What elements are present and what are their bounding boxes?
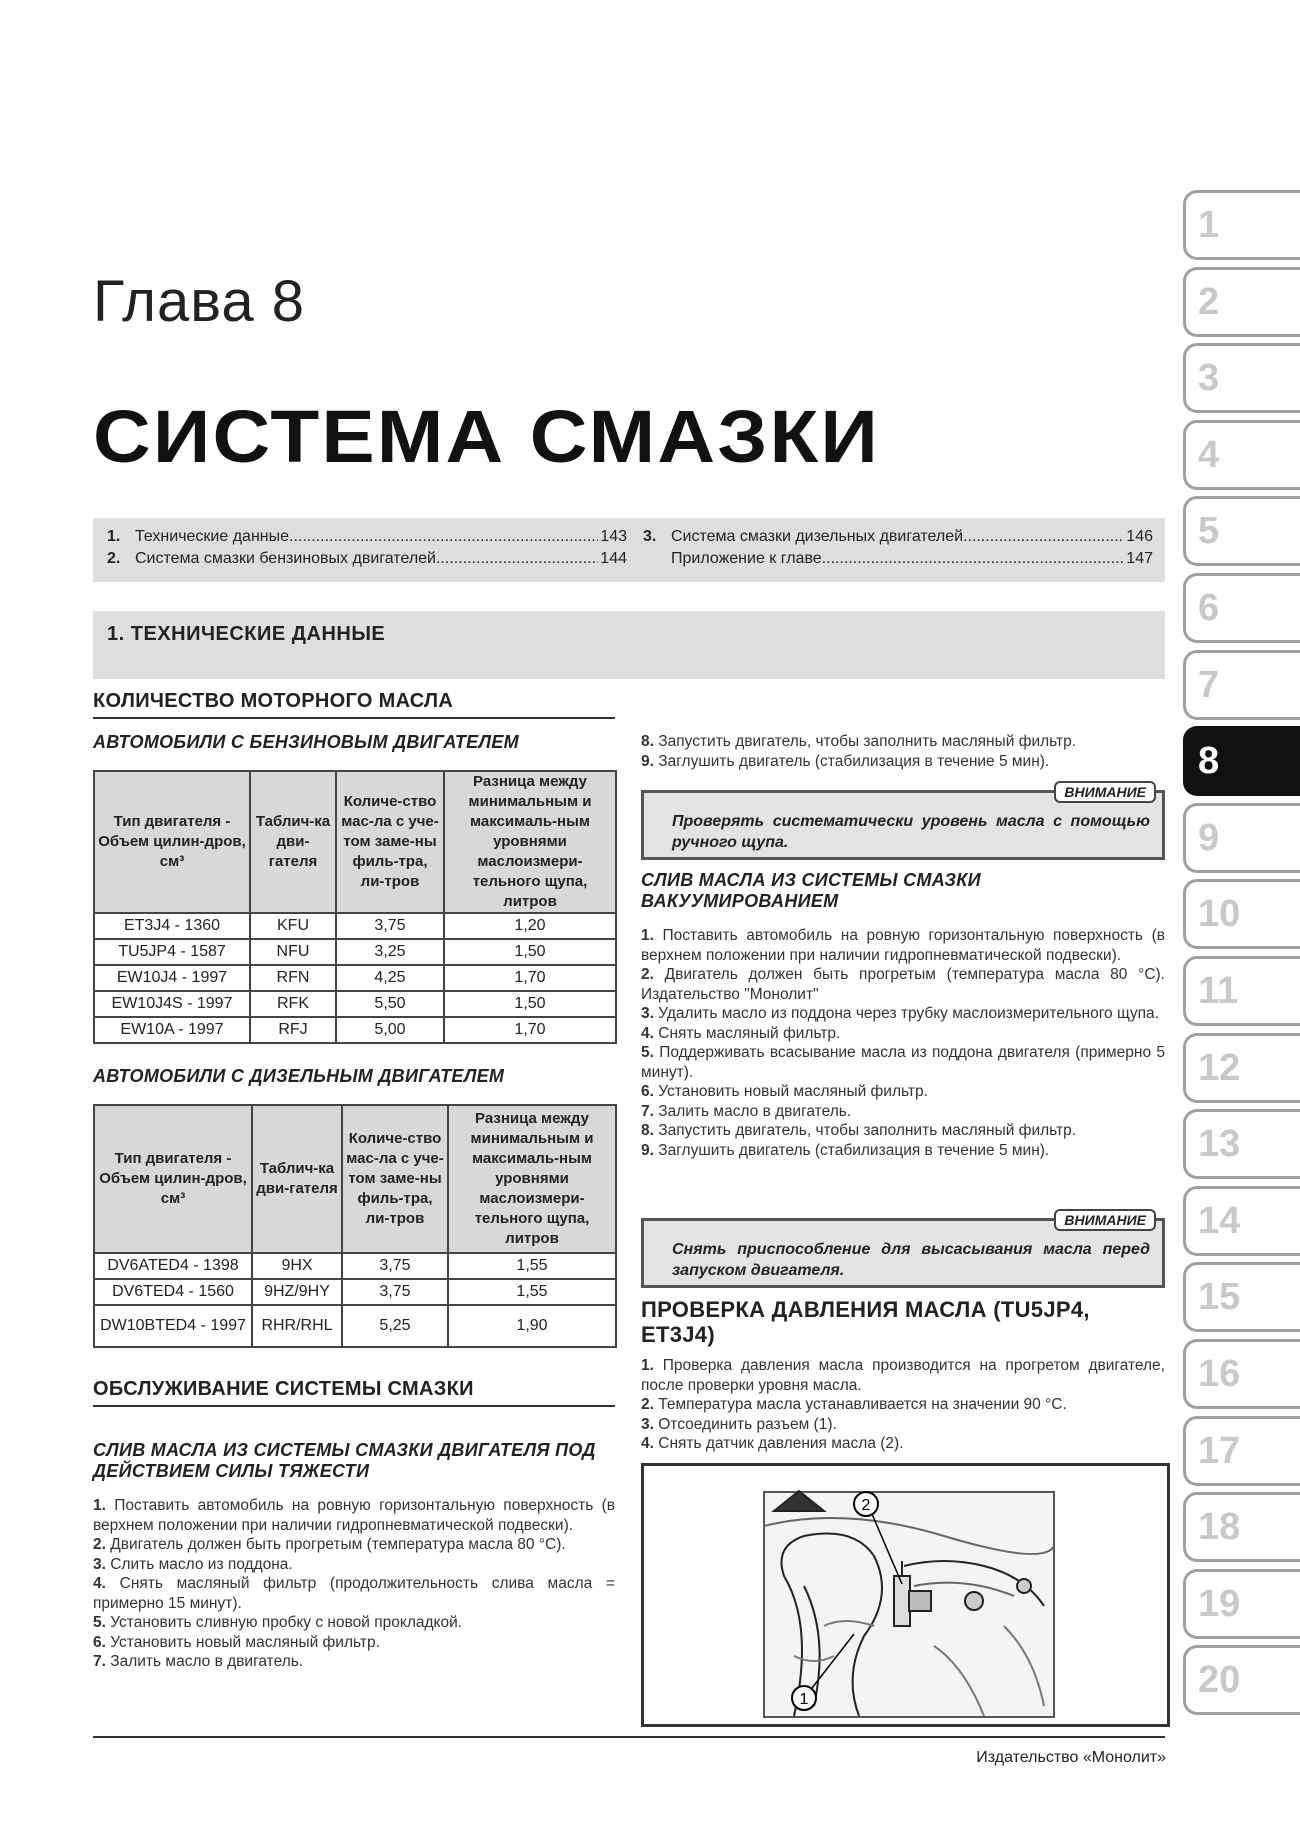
diesel-oil-table <box>93 1104 617 1348</box>
petrol-oil-table <box>93 770 617 1044</box>
cell: 5,00 <box>336 1017 444 1043</box>
chapter-tab-14[interactable]: 14 <box>1183 1186 1300 1256</box>
publisher: Издательство «Монолит» <box>976 1749 1166 1766</box>
cell: 1,70 <box>444 1017 616 1043</box>
callout-1 <box>792 1686 816 1710</box>
cell: 1,50 <box>444 939 616 965</box>
toc-item[interactable] <box>107 550 627 568</box>
list-item: 5. Установить сливную пробку с новой прокладкой. <box>93 1614 463 1631</box>
section-header <box>93 611 1165 679</box>
cell: 3,75 <box>342 1253 448 1279</box>
cell: DV6TED4 - 1560 <box>94 1279 252 1305</box>
table-row <box>94 991 616 1017</box>
list-item: 1. Поставить автомобиль на ровную горизонтальную поверхность (в верхнем положении при наличии гидропневматической подвески). <box>641 927 1165 964</box>
cell: 4,25 <box>336 965 444 991</box>
toc-item[interactable] <box>643 528 1153 546</box>
cell: NFU <box>250 939 336 965</box>
list-item: 4. Снять датчик давления масла (2). <box>641 1435 904 1452</box>
list-item: 6. Установить новый масляный фильтр. <box>641 1083 928 1100</box>
col-header: Таблич-ка дви-гателя <box>250 771 336 913</box>
list-item: 3. Удалить масло из поддона через трубку маслоизмерительного щупа. <box>641 1005 1159 1022</box>
petrol-heading: АВТОМОБИЛИ С БЕНЗИНОВЫМ ДВИГАТЕЛЕМ <box>93 732 519 752</box>
attention-box <box>641 784 1165 860</box>
cell: TU5JP4 - 1587 <box>94 939 250 965</box>
chapter-tab-2[interactable]: 2 <box>1183 267 1300 337</box>
toc-text: Технические данные <box>135 528 290 545</box>
attention-text: Проверять систематически уровень масла с помощью ручного щупа. <box>672 813 1150 851</box>
list-item: 7. Залить масло в двигатель. <box>641 1102 852 1120</box>
chapter-tab-11[interactable]: 11 <box>1183 956 1300 1026</box>
callout-label: 1 <box>799 1691 809 1708</box>
toc-item[interactable] <box>643 550 1153 568</box>
chapter-tab-1[interactable]: 1 <box>1183 190 1300 260</box>
gravity-drain-heading: СЛИВ МАСЛА ИЗ СИСТЕМЫ СМАЗКИ ДВИГАТЕЛЯ ПОД ДЕЙСТВИЕМ СИЛЫ ТЯЖЕСТИ <box>93 1440 596 1482</box>
toc-page: 147 <box>1126 550 1153 567</box>
cell: 9HX <box>252 1253 342 1279</box>
cell: 1,50 <box>444 991 616 1017</box>
list-item: 8. Запустить двигатель, чтобы заполнить масляный фильтр. <box>641 1122 1077 1139</box>
attention-label: ВНИМАНИЕ <box>1054 1209 1156 1231</box>
chapter-tab-10[interactable]: 10 <box>1183 879 1300 949</box>
chapter-tab-19[interactable]: 19 <box>1183 1569 1300 1639</box>
table-row <box>94 1253 616 1279</box>
cell: 1,55 <box>448 1253 616 1279</box>
list-item: 2. Двигатель должен быть прогретым (температура масла 80 °С). Издательство "Монолит" <box>641 966 1165 1003</box>
list-item: 3. Слить масло из поддона. <box>93 1555 293 1573</box>
chapter-tab-6[interactable]: 6 <box>1183 573 1300 643</box>
oil-quantity-heading: КОЛИЧЕСТВО МОТОРНОГО МАСЛА <box>93 690 615 719</box>
col-header: Тип двигателя - Объем цилин-дров, см³ <box>94 1105 252 1253</box>
chapter-label: Глава 8 <box>93 269 306 334</box>
cell: RFK <box>250 991 336 1017</box>
chapter-tab-13[interactable]: 13 <box>1183 1109 1300 1179</box>
cell: EW10J4S - 1997 <box>94 991 250 1017</box>
toc-page: 143 <box>600 528 627 545</box>
chapter-tab-7[interactable]: 7 <box>1183 650 1300 720</box>
oil-pressure-heading: ПРОВЕРКА ДАВЛЕНИЯ МАСЛА (TU5JP4, ET3J4) <box>641 1297 1090 1347</box>
gravity-steps <box>93 1496 615 1672</box>
callout-2 <box>854 1492 878 1516</box>
toc-num: 1. <box>107 528 121 545</box>
chapter-tab-8[interactable]: 8 <box>1183 726 1300 796</box>
cell: RHR/RHL <box>252 1305 342 1347</box>
col-header: Тип двигателя - Объем цилин-дров, см³ <box>94 771 250 913</box>
cell: RFN <box>250 965 336 991</box>
chapter-tab-12[interactable]: 12 <box>1183 1033 1300 1103</box>
attention-label: ВНИМАНИЕ <box>1054 781 1156 803</box>
pressure-steps <box>641 1356 1165 1454</box>
list-item: 1. Поставить автомобиль на ровную горизонтальную поверхность (в верхнем положении при наличии гидропневматической подвески). <box>93 1497 615 1534</box>
list-item: 9. Заглушить двигатель (стабилизация в течение 5 мин). <box>641 1141 1050 1159</box>
list-item: 5. Поддерживать всасывание масла из поддона двигателя (примерно 5 минут). <box>641 1044 1165 1081</box>
list-item: 9. Заглушить двигатель (стабилизация в течение 5 мин). <box>641 752 1050 770</box>
list-item: 6. Установить новый масляный фильтр. <box>93 1633 380 1651</box>
cell: 5,50 <box>336 991 444 1017</box>
list-item: 8. Запустить двигатель, чтобы заполнить масляный фильтр. <box>641 733 1077 750</box>
diesel-heading: АВТОМОБИЛИ С ДИЗЕЛЬНЫМ ДВИГАТЕЛЕМ <box>93 1066 505 1086</box>
service-heading: ОБСЛУЖИВАНИЕ СИСТЕМЫ СМАЗКИ <box>93 1378 615 1407</box>
cell: 3,75 <box>336 913 444 939</box>
list-item: 4. Снять масляный фильтр. <box>641 1024 841 1042</box>
cell: 1,20 <box>444 913 616 939</box>
section-title: 1. ТЕХНИЧЕСКИЕ ДАННЫЕ <box>107 623 386 645</box>
cell: DW10BTED4 - 1997 <box>94 1305 252 1347</box>
chapter-tab-16[interactable]: 16 <box>1183 1339 1300 1409</box>
col-header: Разница между минимальным и максималь-ным уровнями маслоизмери-тельного щупа, литров <box>444 771 616 913</box>
cell: RFJ <box>250 1017 336 1043</box>
col-header: Разница между минимальным и максималь-ным уровнями маслоизмери-тельного щупа, литров <box>448 1105 616 1253</box>
engine-diagram <box>641 1463 1170 1727</box>
toc-text: Система смазки бензиновых двигателей <box>135 550 436 567</box>
list-item: 3. Отсоединить разъем (1). <box>641 1415 837 1433</box>
table-of-contents <box>93 518 1165 582</box>
cell: 1,90 <box>448 1305 616 1347</box>
callout-label: 2 <box>861 1497 871 1514</box>
vacuum-drain-heading: СЛИВ МАСЛА ИЗ СИСТЕМЫ СМАЗКИ ВАКУУМИРОВАНИЕМ <box>641 870 981 912</box>
chapter-tab-9[interactable]: 9 <box>1183 803 1300 873</box>
vacuum-steps <box>641 926 1165 1160</box>
list-item: 1. Проверка давления масла производится на прогретом двигателе, после проверки уровня масла. <box>641 1357 1165 1394</box>
chapter-tab-15[interactable]: 15 <box>1183 1262 1300 1332</box>
cell: 3,75 <box>342 1279 448 1305</box>
table-row <box>94 965 616 991</box>
cell: 1,55 <box>448 1279 616 1305</box>
continued-steps <box>641 732 1165 771</box>
toc-item[interactable] <box>107 528 627 546</box>
cell: KFU <box>250 913 336 939</box>
list-item: 2. Температура масла устанавливается на значении 90 °С. <box>641 1396 1067 1413</box>
list-item: 4. Снять масляный фильтр (продолжительность слива масла = примерно 15 минут). <box>93 1575 615 1612</box>
col-header: Количе-ство мас-ла с уче-том заме-ны филь-тра, ли-тров <box>342 1105 448 1253</box>
attention-box <box>641 1212 1165 1288</box>
list-item: 2. Двигатель должен быть прогретым (температура масла 80 °С). <box>93 1536 566 1553</box>
cell: EW10A - 1997 <box>94 1017 250 1043</box>
table-row <box>94 1305 616 1347</box>
cell: EW10J4 - 1997 <box>94 965 250 991</box>
toc-page: 146 <box>1126 528 1153 545</box>
col-header: Количе-ство мас-ла с уче-том заме-ны филь-тра, ли-тров <box>336 771 444 913</box>
chapter-tab-18[interactable]: 18 <box>1183 1492 1300 1562</box>
toc-page: 144 <box>600 550 627 567</box>
cell: ET3J4 - 1360 <box>94 913 250 939</box>
chapter-tab-17[interactable]: 17 <box>1183 1416 1300 1486</box>
footer-divider <box>93 1736 1165 1738</box>
oil-pressure-sensor-illustration <box>644 1466 1167 1724</box>
table-row <box>94 913 616 939</box>
table-row <box>94 939 616 965</box>
toc-text: Система смазки дизельных двигателей <box>671 528 964 545</box>
attention-text: Снять приспособление для высасывания масла перед запуском двигателя. <box>672 1241 1150 1279</box>
chapter-tab-4[interactable]: 4 <box>1183 420 1300 490</box>
cell: 9HZ/9HY <box>252 1279 342 1305</box>
chapter-tab-3[interactable]: 3 <box>1183 343 1300 413</box>
col-header: Таблич-ка дви-гателя <box>252 1105 342 1253</box>
chapter-tab-20[interactable]: 20 <box>1183 1645 1300 1715</box>
table-row <box>94 1017 616 1043</box>
cell: DV6ATED4 - 1398 <box>94 1253 252 1279</box>
list-item: 7. Залить масло в двигатель. <box>93 1653 304 1670</box>
toc-num: 2. <box>107 550 121 567</box>
chapter-tab-5[interactable]: 5 <box>1183 496 1300 566</box>
cell: 1,70 <box>444 965 616 991</box>
toc-num: 3. <box>643 528 657 545</box>
cell: 3,25 <box>336 939 444 965</box>
cell: 5,25 <box>342 1305 448 1347</box>
table-row <box>94 1279 616 1305</box>
toc-text: Приложение к главе <box>671 550 822 567</box>
page-title: СИСТЕМА СМАЗКИ <box>93 395 880 478</box>
toc-num <box>643 550 671 568</box>
